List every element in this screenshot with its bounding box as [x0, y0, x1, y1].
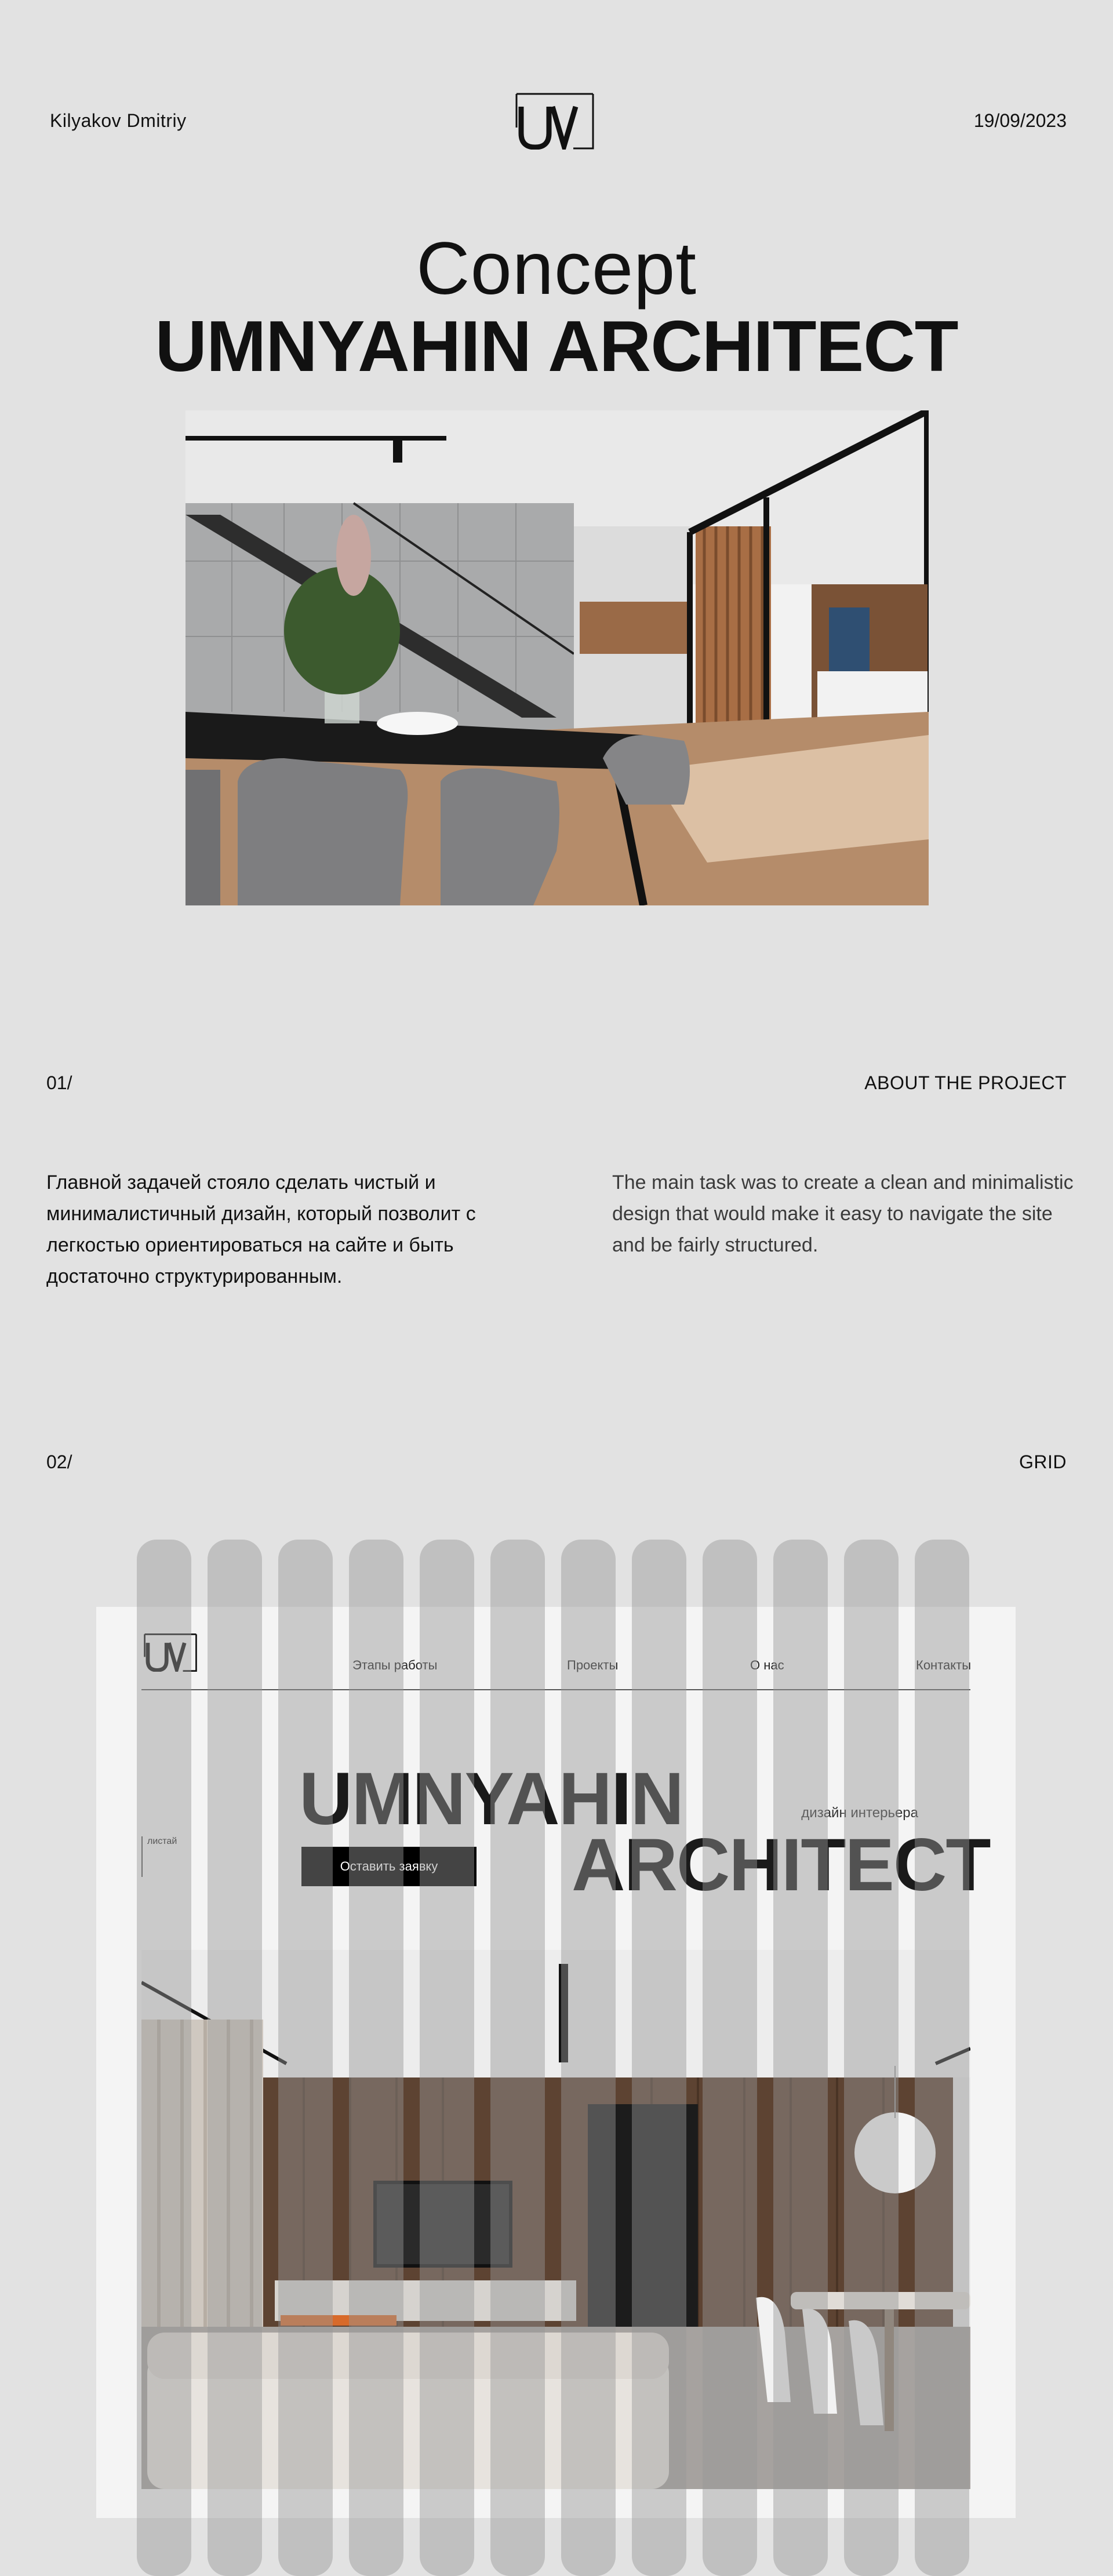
section-label-about: ABOUT THE PROJECT: [864, 1072, 1067, 1093]
mockup-divider: [141, 1689, 970, 1690]
mockup-cta-button[interactable]: Оставить заявку: [301, 1847, 477, 1886]
section-label-grid: GRID: [1019, 1451, 1067, 1472]
logo-mark-icon: [515, 93, 594, 150]
date: 19/09/2023: [973, 110, 1067, 131]
website-mockup: [96, 1607, 1016, 2518]
mockup-nav-contacts[interactable]: Контакты: [916, 1658, 972, 1672]
mockup-title-line1: UMNYAHIN: [299, 1758, 683, 1840]
author-name: Kilyakov Dmitriy: [50, 110, 187, 131]
page-title-concept: Concept: [416, 227, 697, 310]
mockup-subtitle: дизайн интерьера: [801, 1805, 918, 1821]
mockup-title-line2: ARCHITECT: [572, 1824, 990, 1906]
mockup-nav-stages[interactable]: Этапы работы: [352, 1658, 438, 1672]
mockup-logo[interactable]: [141, 1633, 199, 1672]
mockup-nav-about[interactable]: О нас: [750, 1658, 784, 1672]
logo[interactable]: [515, 93, 594, 150]
page-title-brand: UMNYAHIN ARCHITECT: [155, 307, 958, 387]
about-text-ru: Главной задачей стояло сделать чистый и минималистичный дизайн, который позволит с легкостью ориентироваться на сайте и быть достаточно структурированным.: [46, 1171, 476, 1287]
mockup-scroll-label: листай: [141, 1836, 194, 1877]
logo-mark-icon: [141, 1633, 199, 1672]
mockup-nav-projects[interactable]: Проекты: [567, 1658, 619, 1672]
about-text-en: The main task was to create a clean and minimalistic design that would make it easy to navigate the site and be fairly structured.: [612, 1171, 1074, 1256]
hero-image: [186, 410, 929, 905]
section-number-02: 02/: [46, 1451, 72, 1472]
mockup-hero-image: [141, 1950, 970, 2489]
section-number-01: 01/: [46, 1072, 72, 1093]
